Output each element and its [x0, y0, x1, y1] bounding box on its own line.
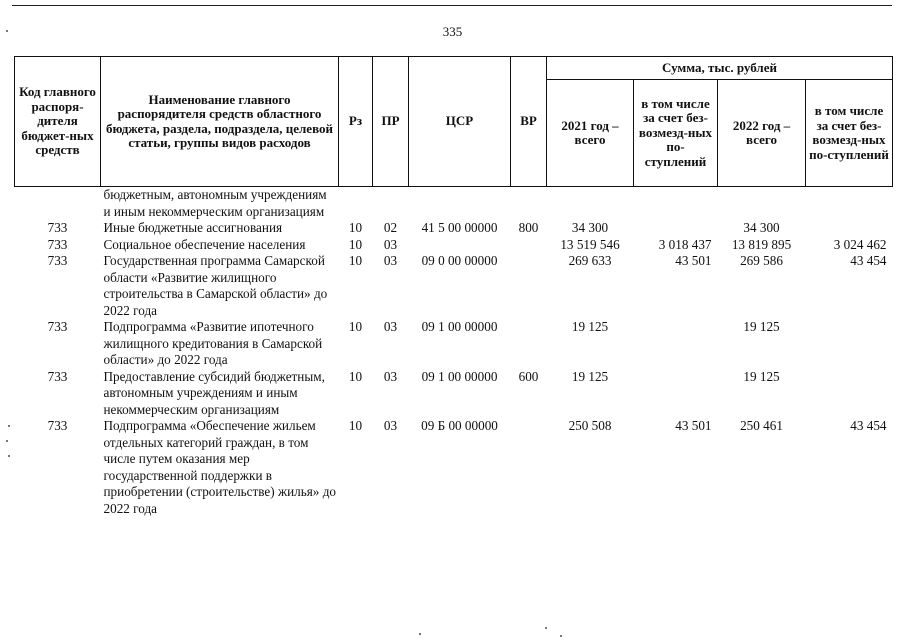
cell-name: Государственная программа Самарской области «Развитие жилищного строительства в Самарской области» до 2022 года [103, 253, 328, 318]
scan-speck [8, 425, 10, 427]
table-header [15, 57, 893, 187]
cell-code: 733 [47, 236, 68, 252]
cell-2022-total: 269 586 [740, 253, 783, 268]
cell-vr: 800 [518, 220, 539, 235]
cell-2022-total: 34 300 [743, 220, 780, 235]
cell-2021-free: 43 501 [675, 253, 712, 268]
cell-vr [511, 253, 547, 319]
cell-2021-total: 19 125 [571, 319, 609, 334]
cell-rz: 10 [348, 368, 363, 384]
cell-csr: 09 Б 00 00000 [421, 418, 498, 433]
header-2022-free: в том числе за счет без-возмезд-ных по-ступлений [806, 80, 893, 187]
header-csr: ЦСР [409, 57, 511, 187]
cell-2022-free: 43 454 [850, 253, 887, 268]
table-body [15, 187, 893, 518]
cell-rz: 10 [348, 253, 363, 268]
cell-2021-total: 269 633 [568, 253, 612, 268]
cell-rz: 10 [348, 236, 363, 252]
cell-vr [511, 237, 547, 254]
cell-pr: 03 [383, 319, 398, 334]
cell-pr: 03 [383, 368, 398, 384]
cell-2022-free [806, 319, 893, 369]
cell-2021-total [547, 187, 634, 221]
cell-pr: 03 [383, 253, 398, 268]
cell-code [15, 187, 101, 221]
cell-rz [339, 187, 373, 221]
cell-code: 733 [47, 220, 68, 235]
page-number: 335 [442, 24, 463, 39]
scan-speck [6, 30, 8, 32]
header-rz: Рз [339, 57, 373, 187]
table-row [15, 418, 893, 517]
cell-2022-total: 13 819 895 [731, 236, 792, 252]
header-sum-group: Сумма, тыс. рублей [547, 57, 893, 80]
budget-table [14, 56, 893, 517]
cell-vr [511, 418, 547, 517]
cell-2021-free [634, 369, 718, 419]
cell-pr: 03 [383, 418, 398, 433]
table-row [15, 369, 893, 419]
header-2021-total: 2021 год – всего [547, 80, 634, 187]
cell-2021-free [634, 220, 718, 237]
cell-name: Предоставление субсидий бюджетным, автономным учреждениям и иным некоммерческим организациям [103, 368, 325, 417]
cell-name: Социальное обеспечение населения [103, 236, 306, 252]
header-vr: ВР [511, 57, 547, 187]
cell-2021-free: 3 018 437 [658, 236, 712, 252]
cell-2021-total: 13 519 546 [560, 236, 620, 252]
header-name: Наименование главного распорядителя средств областного бюджета, раздела, подраздела, целевой статьи, группы видов расходов [101, 57, 339, 187]
cell-2021-total: 34 300 [571, 220, 609, 235]
cell-rz: 10 [348, 319, 363, 334]
scan-speck [419, 633, 421, 635]
cell-rz: 10 [348, 220, 363, 235]
cell-code: 733 [47, 418, 68, 433]
scan-speck [6, 440, 8, 442]
header-pr: ПР [373, 57, 409, 187]
cell-pr: 03 [383, 236, 398, 252]
cell-name: Подпрограмма «Обеспечение жильем отдельных категорий граждан, в том числе путем оказания мер государственной поддержки в приобретении (строительстве) жилья» до 2022 года [103, 418, 337, 516]
cell-2022-free: 43 454 [850, 418, 887, 433]
cell-code: 733 [47, 253, 68, 268]
cell-2022-total: 250 461 [740, 418, 783, 433]
cell-2022-total [718, 187, 806, 221]
cell-vr [511, 187, 547, 221]
header-code: Код главного распоря-дителя бюджет-ных средств [15, 57, 101, 187]
cell-2022-free [806, 187, 893, 221]
cell-csr [409, 237, 511, 254]
cell-2021-free [634, 319, 718, 369]
cell-2022-free [806, 369, 893, 419]
cell-name: Подпрограмма «Развитие ипотечного жилищного кредитования в Самарской области» до 2022 года [103, 319, 323, 367]
top-rule [12, 5, 892, 6]
cell-2021-total: 19 125 [571, 368, 609, 384]
header-2022-total: 2022 год – всего [718, 80, 806, 187]
cell-rz: 10 [348, 418, 363, 433]
cell-vr: 600 [518, 368, 539, 384]
cell-name: бюджетным, автономным учреждениям и иным некоммерческим организациям [103, 187, 327, 219]
cell-2022-free [806, 220, 893, 237]
cell-2021-free: 43 501 [675, 418, 712, 433]
cell-name: Иные бюджетные ассигнования [103, 220, 283, 235]
table-row [15, 187, 893, 221]
cell-2022-total: 19 125 [743, 319, 780, 334]
scan-speck [560, 635, 562, 637]
table-row [15, 220, 893, 237]
cell-csr [409, 187, 511, 221]
table-row [15, 319, 893, 369]
cell-vr [511, 319, 547, 369]
cell-csr: 09 1 00 00000 [421, 319, 498, 334]
cell-2022-total: 19 125 [743, 368, 780, 384]
cell-code: 733 [47, 319, 68, 334]
header-2021-free: в том числе за счет без-возмезд-ных по-ступлений [634, 80, 718, 187]
cell-csr: 09 1 00 00000 [421, 368, 498, 384]
cell-2022-free: 3 024 462 [833, 236, 887, 252]
scan-speck [545, 627, 547, 629]
cell-pr [373, 187, 409, 221]
cell-pr: 02 [383, 220, 398, 235]
cell-code: 733 [47, 368, 68, 384]
cell-csr: 41 5 00 00000 [421, 220, 498, 235]
cell-2021-free [634, 187, 718, 221]
scan-speck [8, 455, 10, 457]
cell-2021-total: 250 508 [568, 418, 612, 433]
table-row [15, 253, 893, 319]
cell-csr: 09 0 00 00000 [421, 253, 498, 268]
table-row [15, 237, 893, 254]
